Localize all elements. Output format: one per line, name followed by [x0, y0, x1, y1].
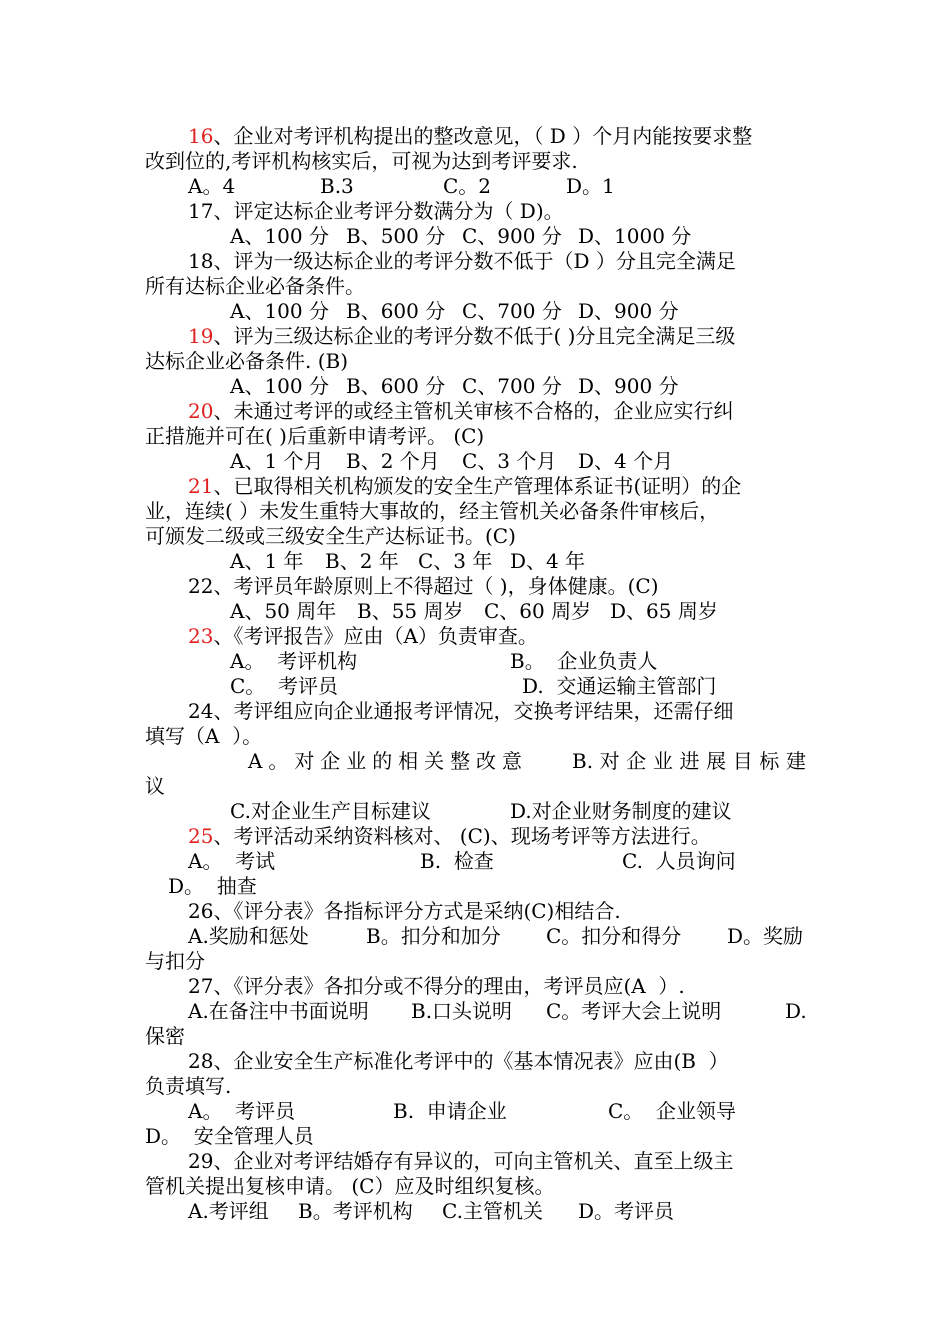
question-21-option-c: C、3 年: [418, 549, 493, 573]
question-27-option-c: C。考评大会上说明: [546, 999, 722, 1023]
question-21-option-b: B、2 年: [325, 549, 399, 573]
question-27-option-d: D.: [785, 999, 807, 1023]
question-28-option-a: A。 考评员: [188, 1099, 296, 1123]
question-24-text: 、考评组应向企业通报考评情况，交换考评结果，还需仔细: [213, 699, 734, 723]
question-25-option-c: C. 人员询问: [622, 849, 736, 873]
question-22-line-1: [188, 574, 659, 598]
question-19-option-c: C、700 分: [462, 374, 562, 398]
question-29-option-c: C.主管机关: [442, 1199, 543, 1223]
question-28-number: 28: [188, 1049, 214, 1073]
question-25-option-b: B. 检查: [420, 849, 494, 873]
question-17-option-b: B、500 分: [346, 224, 446, 248]
question-19-text: 、评为三级达标企业的考评分数不低于( )分且完全满足三级: [213, 324, 736, 348]
question-22-option-c: C、60 周岁: [484, 599, 592, 623]
question-17-line-1: [188, 199, 564, 223]
question-28-text: 、企业安全生产标准化考评中的《基本情况表》应由(B ）: [213, 1049, 729, 1073]
question-22-option-d: D、65 周岁: [610, 599, 718, 623]
question-21-text: 、已取得相关机构颁发的安全生产管理体系证书(证明）的企: [213, 474, 742, 498]
question-23-option-d: D. 交通运输主管部门: [522, 674, 717, 698]
question-20-line-2: 正措施并可在( )后重新申请考评。 (C): [145, 424, 485, 448]
question-22-option-a: A、50 周年: [230, 599, 337, 623]
question-20-option-d: D、4 个月: [578, 449, 674, 473]
question-16-number: 16: [188, 124, 214, 148]
question-28-option-b: B. 申请企业: [393, 1099, 507, 1123]
question-24-line-1: [188, 699, 733, 723]
question-21-option-d: D、4 年: [510, 549, 586, 573]
question-28-line-1: [188, 1049, 729, 1073]
question-23-text: 、《考评报告》应由（A）负责审查。: [213, 624, 538, 648]
question-21-option-a: A、1 年: [230, 549, 304, 573]
question-16-line-2: 改到位的,考评机构核实后，可视为达到考评要求.: [145, 149, 578, 173]
question-26-text: 、《评分表》各指标评分方式是采纳(C)相结合.: [213, 899, 621, 923]
question-24-line-2: 填写（A ）。: [145, 724, 263, 748]
question-18-line-1: [188, 249, 736, 273]
question-24-option-c: C.对企业生产目标建议: [230, 799, 431, 823]
question-17-number: 17: [188, 199, 214, 223]
question-22-number: 22: [188, 574, 214, 598]
question-29-option-a: A.考评组: [188, 1199, 269, 1223]
question-16-option-b: B.3: [320, 174, 354, 198]
question-20-line-1: [188, 399, 733, 423]
question-29-line-2: 管机关提出复核申请。 (C）应及时组织复核。: [145, 1174, 555, 1198]
question-17-text: 、评定达标企业考评分数满分为（ D)。: [213, 199, 564, 223]
question-26-option-d: D。奖励: [727, 924, 804, 948]
question-28-option-c: C。 企业领导: [608, 1099, 737, 1123]
question-23-line-1: [188, 624, 538, 648]
question-19-option-b: B、600 分: [346, 374, 446, 398]
question-18-option-b: B、600 分: [346, 299, 446, 323]
question-27-number: 27: [188, 974, 214, 998]
question-26-option-c: C。扣分和得分: [546, 924, 682, 948]
question-29-option-d: D。考评员: [578, 1199, 675, 1223]
question-16-option-a: A。4: [188, 174, 236, 198]
question-24-option-b-continued: 议: [145, 774, 165, 798]
question-18-option-c: C、700 分: [462, 299, 562, 323]
question-17-option-a: A、100 分: [230, 224, 329, 248]
question-18-option-a: A、100 分: [230, 299, 329, 323]
question-18-line-2: 所有达标企业必备条件。: [145, 274, 365, 298]
question-20-option-a: A、1 个月: [230, 449, 324, 473]
question-26-line-1: [188, 899, 621, 923]
question-19-option-a: A、100 分: [230, 374, 329, 398]
question-16-line-1: [188, 124, 752, 148]
question-21-line-1: [188, 474, 741, 498]
question-17-option-c: C、900 分: [462, 224, 562, 248]
question-27-text: 、《评分表》各扣分或不得分的理由，考评员应(A ）.: [213, 974, 685, 998]
question-29-number: 29: [188, 1149, 214, 1173]
question-20-number: 20: [188, 399, 214, 423]
question-23-option-b: B。 企业负责人: [510, 649, 658, 673]
question-28-line-2: 负责填写.: [145, 1074, 232, 1098]
question-26-option-d-continued: 与扣分: [145, 949, 205, 973]
question-23-option-a: A。 考评机构: [230, 649, 358, 673]
question-25-text: 、考评活动采纳资料核对、 (C)、现场考评等方法进行。: [213, 824, 711, 848]
question-25-number: 25: [188, 824, 214, 848]
question-24-option-d: D.对企业财务制度的建议: [510, 799, 732, 823]
question-21-line-3: 可颁发二级或三级安全生产达标证书。(C): [145, 524, 516, 548]
question-16-option-c: C。2: [443, 174, 492, 198]
question-27-option-b: B.口头说明: [411, 999, 513, 1023]
question-21-line-2: 业，连续( ）未发生重特大事故的，经主管机关必备条件审核后，: [145, 499, 720, 523]
question-20-text: 、未通过考评的或经主管机关审核不合格的，企业应实行纠: [213, 399, 734, 423]
question-29-line-1: [188, 1149, 733, 1173]
question-19-number: 19: [188, 324, 214, 348]
question-19-option-d: D、900 分: [578, 374, 679, 398]
question-24-option-a: A。对企业的相关整改意: [248, 749, 522, 773]
question-18-option-d: D、900 分: [578, 299, 679, 323]
question-23-option-c: C。 考评员: [230, 674, 339, 698]
question-21-number: 21: [188, 474, 214, 498]
question-28-option-d: D。 安全管理人员: [145, 1124, 314, 1148]
question-27-line-1: [188, 974, 685, 998]
question-23-number: 23: [188, 624, 214, 648]
question-25-line-1: [188, 824, 711, 848]
question-27-option-d-continued: 保密: [145, 1024, 185, 1048]
question-16-text: 、企业对考评机构提出的整改意见，（ D ）个月内能按要求整: [213, 124, 753, 148]
question-24-number: 24: [188, 699, 214, 723]
question-25-option-d: D。 抽查: [168, 874, 257, 898]
question-18-text: 、评为一级达标企业的考评分数不低于（D ）分且完全满足: [213, 249, 736, 273]
question-19-line-1: [188, 324, 735, 348]
question-22-option-b: B、55 周岁: [357, 599, 464, 623]
question-20-option-b: B、2 个月: [346, 449, 440, 473]
question-20-option-c: C、3 个月: [462, 449, 557, 473]
question-26-number: 26: [188, 899, 214, 923]
question-29-option-b: B。考评机构: [298, 1199, 413, 1223]
question-26-option-b: B。扣分和加分: [366, 924, 501, 948]
question-29-text: 、企业对考评结婚存有异议的，可向主管机关、直至上级主: [213, 1149, 734, 1173]
question-26-option-a: A.奖励和惩处: [188, 924, 309, 948]
question-19-line-2: 达标企业必备条件. (B): [145, 349, 349, 373]
question-24-option-b: B.对企业进展目标建: [572, 749, 806, 773]
question-16-option-d: D。1: [566, 174, 615, 198]
question-18-number: 18: [188, 249, 214, 273]
question-22-text: 、考评员年龄原则上不得超过（ )，身体健康。(C): [213, 574, 659, 598]
question-25-option-a: A。 考试: [188, 849, 276, 873]
question-27-option-a: A.在备注中书面说明: [188, 999, 369, 1023]
question-17-option-d: D、1000 分: [578, 224, 692, 248]
